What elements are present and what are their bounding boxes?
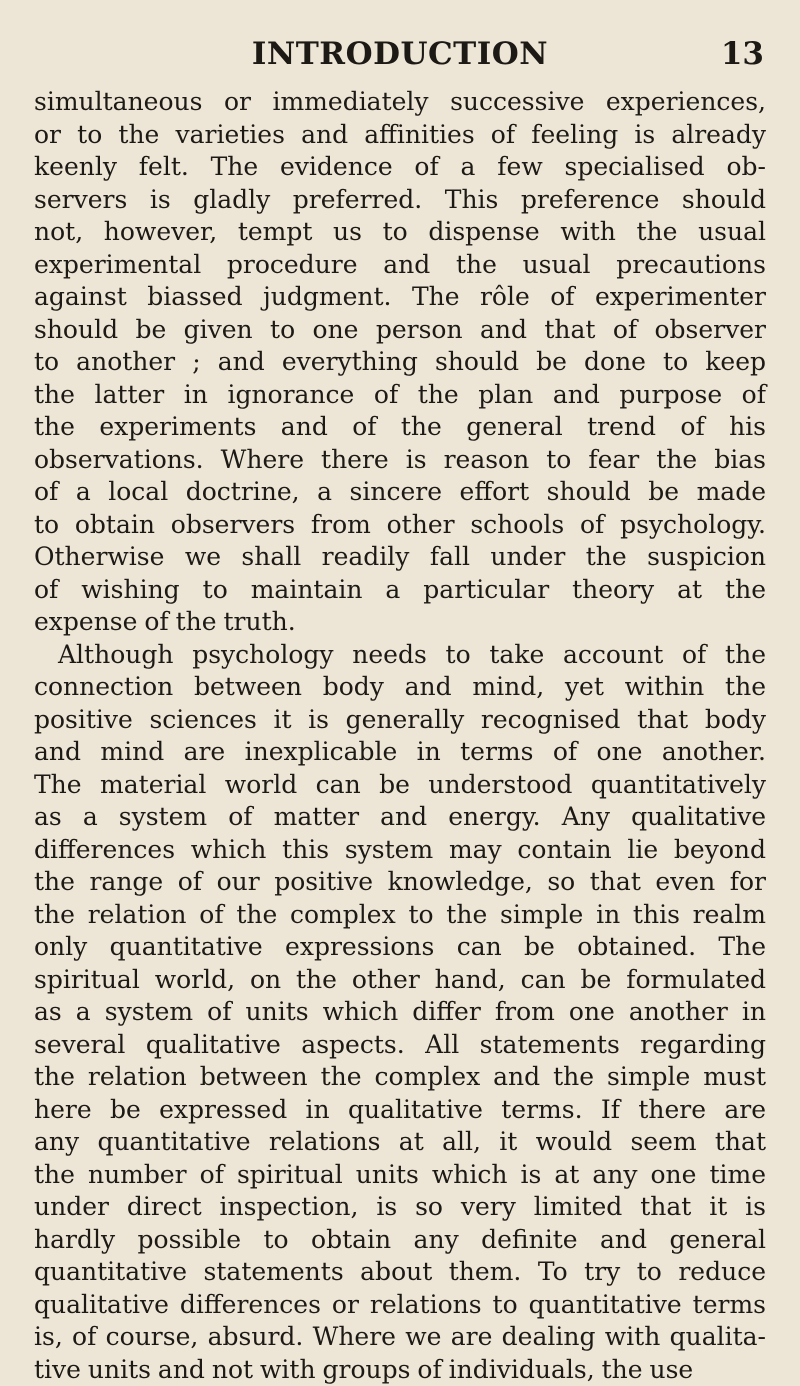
text-line: any quantitative relations at all, it would seem that [34,1126,766,1159]
text-line: should be given to one person and that of observer [34,314,766,347]
text-line: spiritual world, on the other hand, can be formulated [34,964,766,997]
text-line: quantitative statements about them. To try to reduce [34,1256,766,1289]
text-line: several qualitative aspects. All statements regarding [34,1029,766,1062]
text-line: to obtain observers from other schools of psychology. [34,509,766,542]
text-line: here be expressed in qualitative terms. If there are [34,1094,766,1127]
text-line: simultaneous or immediately successive experiences, [34,86,766,119]
text-line: of wishing to maintain a particular theory at the [34,574,766,607]
text-line: and mind are inexplicable in terms of one another. [34,736,766,769]
body-text [34,86,766,1386]
text-line: differences which this system may contain lie beyond [34,834,766,867]
text-line: keenly felt. The evidence of a few specialised ob- [34,151,766,184]
text-line: Otherwise we shall readily fall under the suspicion [34,541,766,574]
text-line: hardly possible to obtain any definite and general [34,1224,766,1257]
text-line: as a system of units which differ from one another in [34,996,766,1029]
text-line: observations. Where there is reason to fear the bias [34,444,766,477]
text-line: Although psychology needs to take account of the [34,639,766,672]
page-number: 13 [721,34,764,74]
text-line: the range of our positive knowledge, so that even for [34,866,766,899]
text-line: The material world can be understood quantitatively [34,769,766,802]
text-line: servers is gladly preferred. This preference should [34,184,766,217]
text-line: the relation between the complex and the simple must [34,1061,766,1094]
text-line: connection between body and mind, yet within the [34,671,766,704]
text-line: experimental procedure and the usual precautions [34,249,766,282]
text-line: as a system of matter and energy. Any qualitative [34,801,766,834]
text-line: to another ; and everything should be done to keep [34,346,766,379]
text-line: of a local doctrine, a sincere effort should be made [34,476,766,509]
text-line: or to the varieties and affinities of feeling is already [34,119,766,152]
text-line: the relation of the complex to the simple in this realm [34,899,766,932]
running-head [32,34,768,74]
text-line: the number of spiritual units which is at any one time [34,1159,766,1192]
text-line: positive sciences it is generally recognised that body [34,704,766,737]
text-line: the latter in ignorance of the plan and purpose of [34,379,766,412]
text-line: qualitative differences or relations to quantitative terms [34,1289,766,1322]
text-line: is, of course, absurd. Where we are dealing with qualita- [34,1321,766,1354]
running-title: INTRODUCTION [32,34,768,74]
text-line: against biassed judgment. The rôle of experimenter [34,281,766,314]
paragraph [34,639,766,1386]
text-line: not, however, tempt us to dispense with the usual [34,216,766,249]
text-line: tive units and not with groups of individuals, the use [34,1354,766,1386]
text-line: expense of the truth. [34,606,766,639]
text-line: under direct inspection, is so very limited that it is [34,1191,766,1224]
text-line: only quantitative expressions can be obtained. The [34,931,766,964]
text-line: the experiments and of the general trend of his [34,411,766,444]
paragraph [34,86,766,639]
